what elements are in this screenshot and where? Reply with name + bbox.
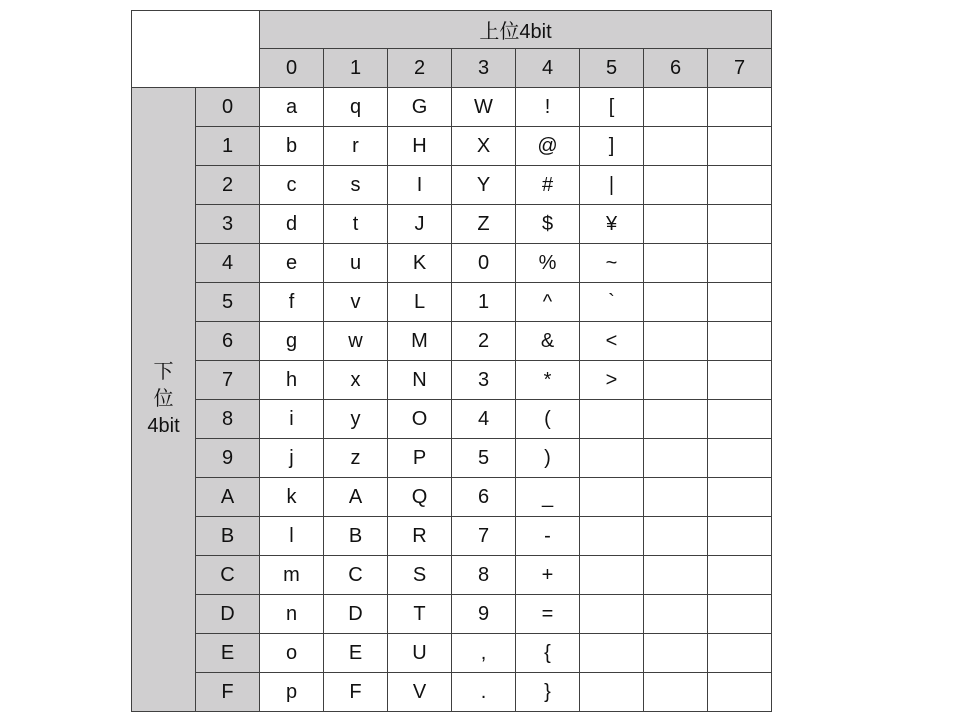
table-cell: Y <box>452 166 516 205</box>
table-cell: m <box>260 556 324 595</box>
table-cell: p <box>260 673 324 712</box>
table-cell: W <box>452 88 516 127</box>
table-row <box>132 478 772 517</box>
table-cell: ^ <box>516 283 580 322</box>
table-cell <box>708 361 772 400</box>
column-header: 5 <box>580 49 644 88</box>
table-cell: F <box>324 673 388 712</box>
column-header: 0 <box>260 49 324 88</box>
table-cell: M <box>388 322 452 361</box>
table-cell: } <box>516 673 580 712</box>
table-cell: H <box>388 127 452 166</box>
table-cell <box>644 634 708 673</box>
table-cell: e <box>260 244 324 283</box>
column-header: 1 <box>324 49 388 88</box>
table-cell <box>708 634 772 673</box>
column-header: 4 <box>516 49 580 88</box>
table-cell: | <box>580 166 644 205</box>
table-cell: . <box>452 673 516 712</box>
table-cell: J <box>388 205 452 244</box>
table-row <box>132 517 772 556</box>
table-cell: - <box>516 517 580 556</box>
table-cell: y <box>324 400 388 439</box>
table-cell: , <box>452 634 516 673</box>
table-cell: X <box>452 127 516 166</box>
table-cell <box>708 127 772 166</box>
table-cell: z <box>324 439 388 478</box>
table-cell: N <box>388 361 452 400</box>
table-cell: ~ <box>580 244 644 283</box>
table-cell: 7 <box>452 517 516 556</box>
table-cell: L <box>388 283 452 322</box>
table-cell: + <box>516 556 580 595</box>
table-cell: n <box>260 595 324 634</box>
table-cell <box>644 517 708 556</box>
table-cell: G <box>388 88 452 127</box>
table-cell <box>580 439 644 478</box>
table-cell <box>644 244 708 283</box>
table-cell: [ <box>580 88 644 127</box>
table-cell: C <box>324 556 388 595</box>
table-row <box>132 556 772 595</box>
table-cell: 3 <box>452 361 516 400</box>
row-header: 6 <box>196 322 260 361</box>
table-cell: @ <box>516 127 580 166</box>
table-cell: _ <box>516 478 580 517</box>
table-row <box>132 283 772 322</box>
table-cell: ) <box>516 439 580 478</box>
table-cell: E <box>324 634 388 673</box>
column-header: 6 <box>644 49 708 88</box>
table-cell <box>644 439 708 478</box>
table-cell: I <box>388 166 452 205</box>
row-header: 0 <box>196 88 260 127</box>
table-cell <box>708 517 772 556</box>
table-cell <box>644 556 708 595</box>
table-cell: R <box>388 517 452 556</box>
table-cell: 4 <box>452 400 516 439</box>
table-cell <box>644 283 708 322</box>
table-cell: D <box>324 595 388 634</box>
table-cell: 9 <box>452 595 516 634</box>
table-cell <box>580 595 644 634</box>
table-cell <box>708 244 772 283</box>
lower-title-line: 位 <box>153 388 174 410</box>
table-row <box>132 205 772 244</box>
table-cell: = <box>516 595 580 634</box>
table-cell: q <box>324 88 388 127</box>
table-cell <box>644 361 708 400</box>
row-header: 4 <box>196 244 260 283</box>
table-cell <box>580 400 644 439</box>
table-body <box>132 11 772 712</box>
table-row <box>132 244 772 283</box>
table-cell: w <box>324 322 388 361</box>
character-code-table <box>131 10 772 712</box>
table-cell: ] <box>580 127 644 166</box>
column-header: 7 <box>708 49 772 88</box>
table-cell: ! <box>516 88 580 127</box>
table-cell: v <box>324 283 388 322</box>
table-cell <box>708 556 772 595</box>
table-cell: u <box>324 244 388 283</box>
table-row <box>132 595 772 634</box>
table-row <box>132 88 772 127</box>
lower-4bit-title <box>132 88 196 712</box>
table-cell <box>580 634 644 673</box>
table-cell <box>580 673 644 712</box>
row-header: 7 <box>196 361 260 400</box>
table-row <box>132 634 772 673</box>
table-row <box>132 400 772 439</box>
table-cell: V <box>388 673 452 712</box>
table-cell: k <box>260 478 324 517</box>
row-header: 2 <box>196 166 260 205</box>
table-cell <box>580 556 644 595</box>
table-cell: 2 <box>452 322 516 361</box>
table-cell: * <box>516 361 580 400</box>
table-cell: A <box>324 478 388 517</box>
table-cell: s <box>324 166 388 205</box>
table-cell: x <box>324 361 388 400</box>
table-cell: 5 <box>452 439 516 478</box>
table-cell: $ <box>516 205 580 244</box>
lower-title-line: 下 <box>153 361 174 383</box>
table-cell: j <box>260 439 324 478</box>
table-cell <box>708 439 772 478</box>
table-cell <box>644 478 708 517</box>
table-cell: # <box>516 166 580 205</box>
table-cell: l <box>260 517 324 556</box>
table-cell: U <box>388 634 452 673</box>
table-cell: Q <box>388 478 452 517</box>
table-cell: h <box>260 361 324 400</box>
table-cell <box>644 166 708 205</box>
table-cell <box>644 127 708 166</box>
row-header: D <box>196 595 260 634</box>
table-cell <box>708 88 772 127</box>
table-cell: Z <box>452 205 516 244</box>
column-header: 3 <box>452 49 516 88</box>
table-cell: g <box>260 322 324 361</box>
table-cell: r <box>324 127 388 166</box>
row-header: 3 <box>196 205 260 244</box>
table-cell <box>644 400 708 439</box>
table-cell: P <box>388 439 452 478</box>
table-cell: O <box>388 400 452 439</box>
table-cell: 8 <box>452 556 516 595</box>
table-row <box>132 166 772 205</box>
table-cell <box>708 205 772 244</box>
column-header: 2 <box>388 49 452 88</box>
row-header: 1 <box>196 127 260 166</box>
table-cell <box>708 400 772 439</box>
corner-cell <box>132 11 260 88</box>
table-cell: ¥ <box>580 205 644 244</box>
table-cell: B <box>324 517 388 556</box>
table-cell <box>708 673 772 712</box>
table-cell: ( <box>516 400 580 439</box>
table-cell: T <box>388 595 452 634</box>
table-cell <box>708 283 772 322</box>
table-row <box>132 439 772 478</box>
row-header: 9 <box>196 439 260 478</box>
table-cell: 6 <box>452 478 516 517</box>
table-cell: c <box>260 166 324 205</box>
table-cell: o <box>260 634 324 673</box>
table-row <box>132 361 772 400</box>
table-cell <box>644 322 708 361</box>
table-cell: t <box>324 205 388 244</box>
table-row <box>132 322 772 361</box>
table-cell <box>580 478 644 517</box>
row-header: 5 <box>196 283 260 322</box>
table-cell <box>644 205 708 244</box>
header-row-upper <box>132 11 772 49</box>
table-cell: f <box>260 283 324 322</box>
character-code-table-container <box>131 10 772 712</box>
table-cell <box>580 517 644 556</box>
table-cell <box>708 595 772 634</box>
upper-4bit-title: 上位4bit <box>260 11 772 49</box>
table-cell <box>708 322 772 361</box>
lower-title-line: 4bit <box>147 415 180 437</box>
table-cell: K <box>388 244 452 283</box>
table-cell: & <box>516 322 580 361</box>
table-row <box>132 673 772 712</box>
row-header: 8 <box>196 400 260 439</box>
table-cell: { <box>516 634 580 673</box>
table-cell <box>708 478 772 517</box>
table-cell: > <box>580 361 644 400</box>
table-cell: 0 <box>452 244 516 283</box>
table-cell: < <box>580 322 644 361</box>
table-cell <box>644 88 708 127</box>
row-header: A <box>196 478 260 517</box>
table-cell <box>644 673 708 712</box>
row-header: E <box>196 634 260 673</box>
table-cell: S <box>388 556 452 595</box>
table-cell: 1 <box>452 283 516 322</box>
row-header: F <box>196 673 260 712</box>
table-cell: ` <box>580 283 644 322</box>
row-header: C <box>196 556 260 595</box>
table-cell: a <box>260 88 324 127</box>
table-cell: d <box>260 205 324 244</box>
row-header: B <box>196 517 260 556</box>
table-row <box>132 127 772 166</box>
table-cell: b <box>260 127 324 166</box>
table-cell <box>708 166 772 205</box>
table-cell: i <box>260 400 324 439</box>
table-cell: % <box>516 244 580 283</box>
table-cell <box>644 595 708 634</box>
